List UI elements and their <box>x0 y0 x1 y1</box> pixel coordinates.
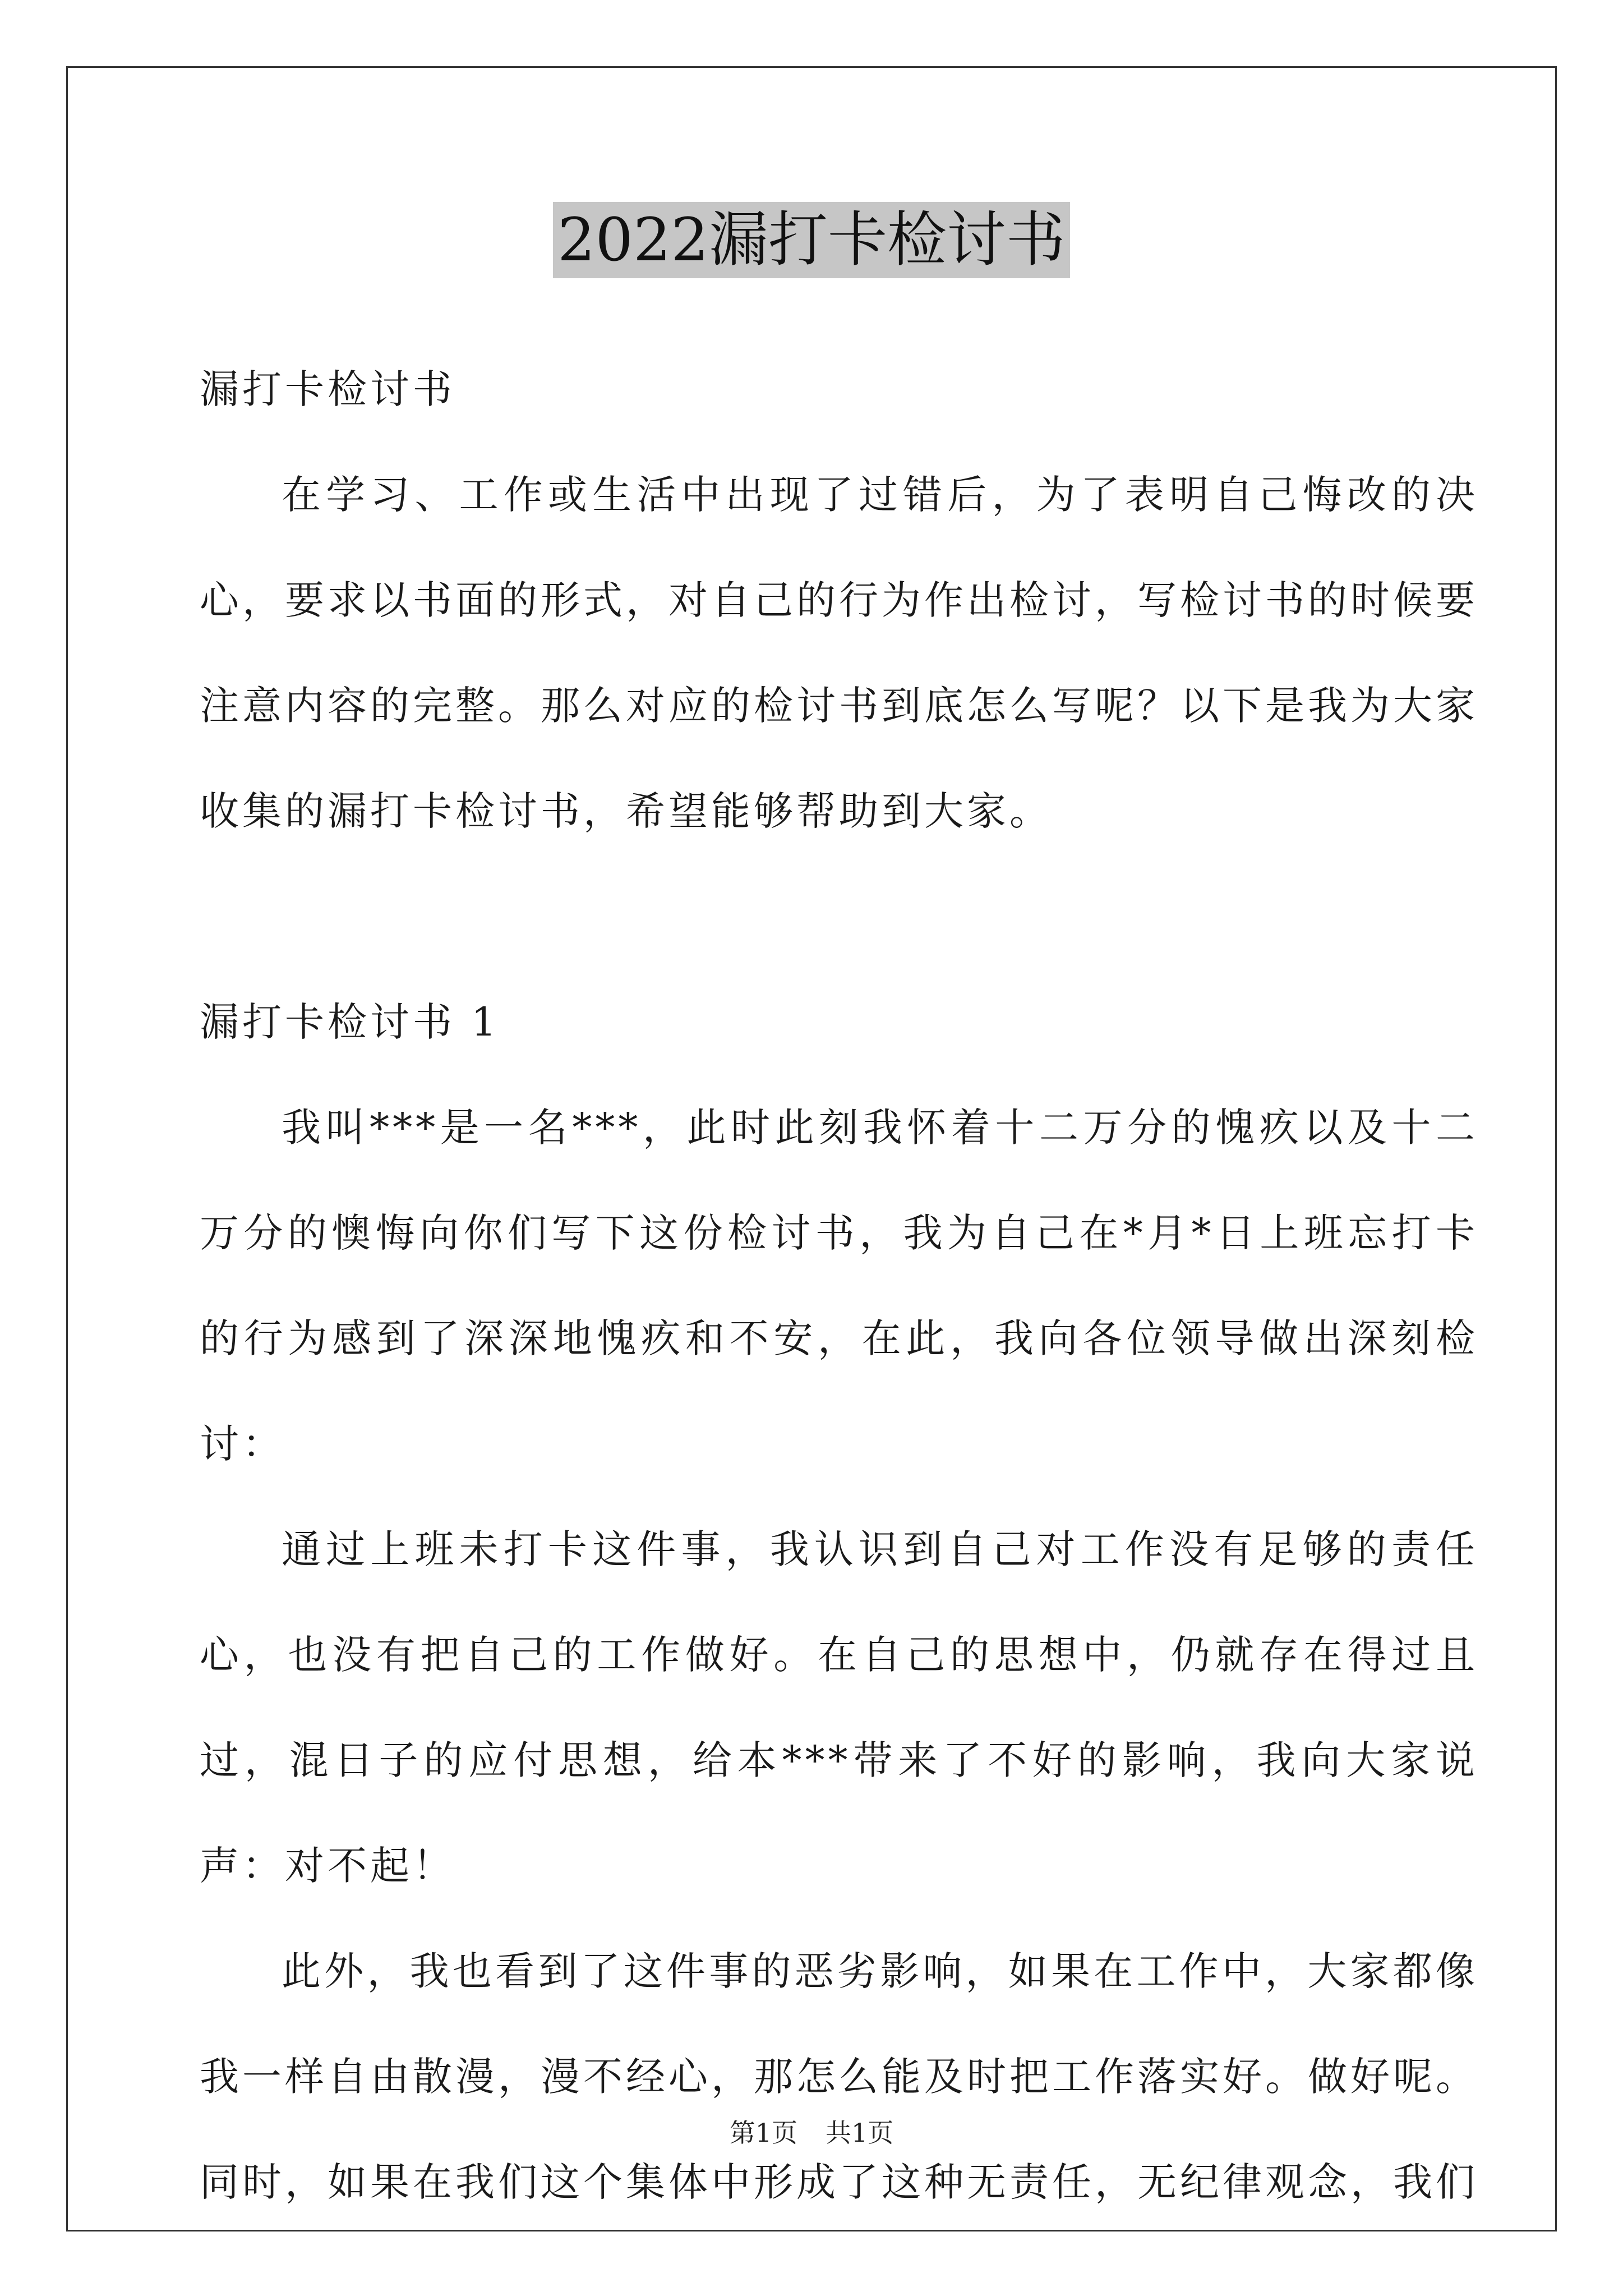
body-paragraph-3: 此外，我也看到了这件事的恶劣影响，如果在工作中，大家都像我一样自由散漫，漫不经心，那怎么能及时把工作落实好。做好呢。同时，如果在我们这个集体中形成了这种无责任，无纪律观念，我们 <box>200 1948 1478 2205</box>
page-footer <box>0 2116 1623 2150</box>
paragraph-spacer <box>200 864 1478 969</box>
document-body <box>200 337 1478 2235</box>
body-paragraph-1: 我叫***是一名***，此时此刻我怀着十二万分的愧疚以及十二万分的懊悔向你们写下这份检讨书，我为自己在*月*日上班忘打卡的行为感到了深深地愧疚和不安，在此，我向各位领导做出深刻检讨： <box>200 1105 1478 1467</box>
page-number: 第1页 <box>729 2118 797 2148</box>
section-heading-1: 漏打卡检讨书 1 <box>200 999 500 1045</box>
title-container <box>0 202 1623 278</box>
page-total: 共1页 <box>826 2118 894 2148</box>
section-heading-intro: 漏打卡检讨书 <box>200 366 455 412</box>
document-title: 2022漏打卡检讨书 <box>553 202 1070 278</box>
body-paragraph-2: 通过上班未打卡这件事，我认识到自己对工作没有足够的责任心，也没有把自己的工作做好。在自己的思想中，仍就存在得过且过，混日子的应付思想，给本***带来了不好的影响，我向大家说声：对不起！ <box>200 1526 1478 1889</box>
intro-paragraph: 在学习、工作或生活中出现了过错后，为了表明自己悔改的决心，要求以书面的形式，对自己的行为作出检讨，写检讨书的时候要注意内容的完整。那么对应的检讨书到底怎么写呢？以下是我为大家收集的漏打卡检讨书，希望能够帮助到大家。 <box>200 472 1478 834</box>
